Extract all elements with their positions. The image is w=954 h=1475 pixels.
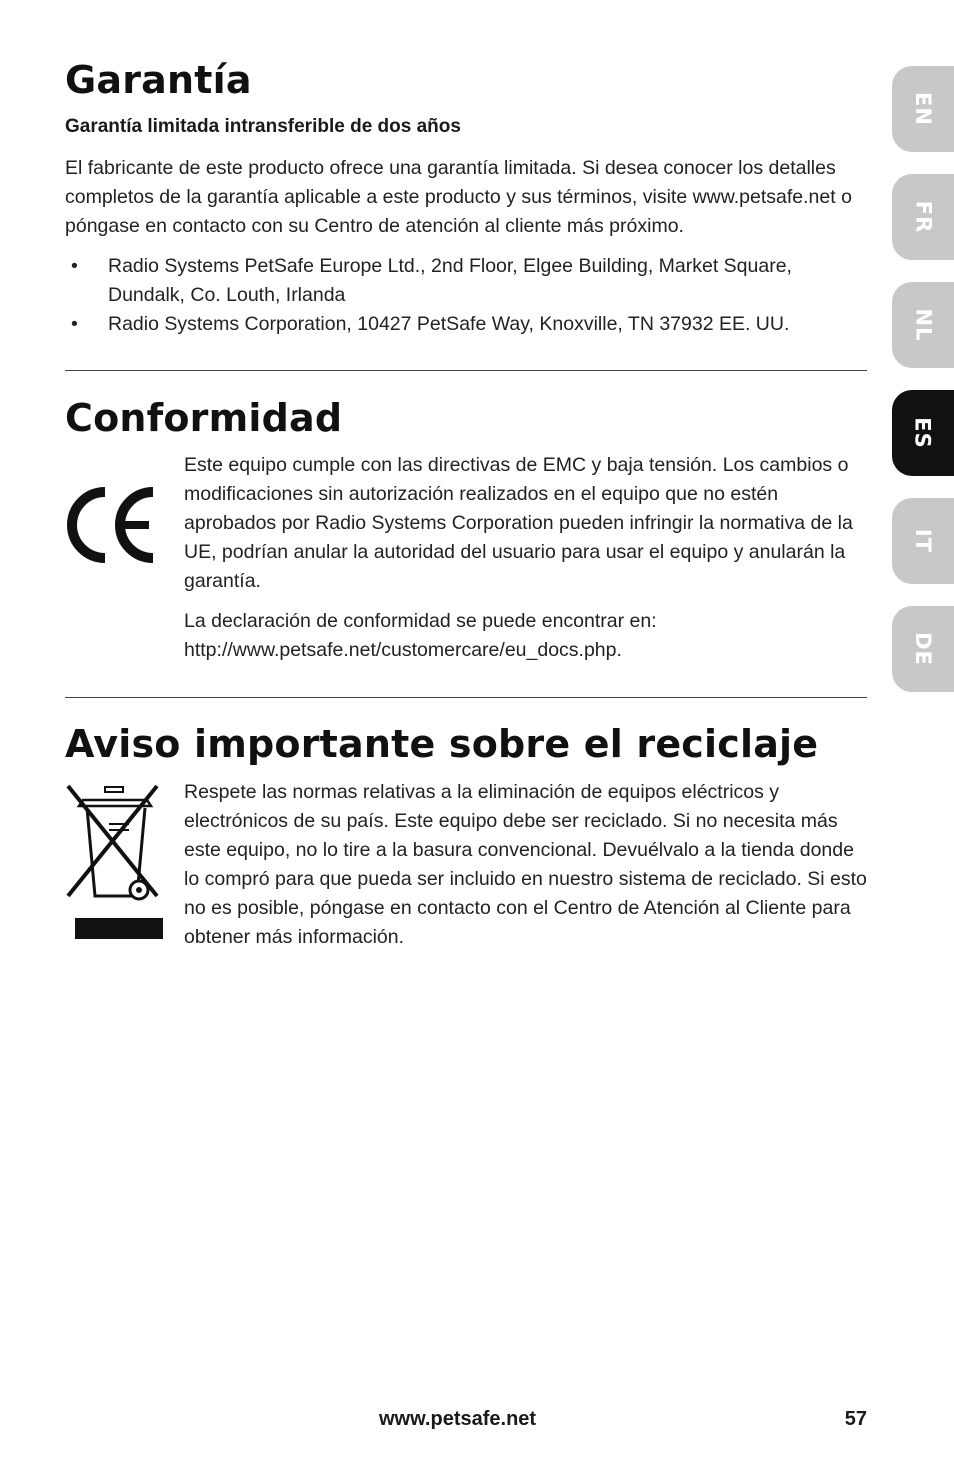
- conformity-heading: Conformidad: [65, 396, 343, 440]
- tab-label: ES: [910, 417, 935, 449]
- recycling-paragraph: Respete las normas relativas a la eliminación de equipos eléctricos y electrónicos de su país. Este equipo debe ser reciclado. Si no necesita más este equipo, no lo tire a la basura convencional. Devuélvalo a la tienda donde lo compró para que pueda ser incluido en nuestro sistema de reciclado. Si esto no es posible, póngase en contacto con el Centro de Atención al Cliente para obtener más información.: [184, 781, 867, 948]
- declaration-text: La declaración de conformidad se puede encontrar en:: [184, 610, 657, 632]
- warranty-paragraph: El fabricante de este producto ofrece una garantía limitada. Si desea conocer los detalles completos de la garantía aplicable a este producto y sus términos, visite www.petsafe.net o póngase en contacto con su Centro de atención al cliente más próximo.: [65, 157, 852, 237]
- tab-it[interactable]: [892, 498, 954, 584]
- tab-label: DE: [911, 632, 935, 666]
- page-number: 57: [844, 1408, 867, 1430]
- declaration-paragraph: [184, 607, 867, 665]
- tab-nl[interactable]: [892, 282, 954, 368]
- tab-es[interactable]: [892, 390, 954, 476]
- tab-fr[interactable]: [892, 174, 954, 260]
- tab-label: IT: [910, 528, 935, 554]
- crossed-bin-icon: [65, 778, 165, 942]
- tab-label: EN: [910, 92, 935, 126]
- declaration-link[interactable]: http://www.petsafe.net/customercare/eu_docs.php.: [184, 639, 622, 661]
- warranty-heading: Garantía: [65, 58, 252, 102]
- ce-mark-icon: [65, 486, 157, 564]
- tab-de[interactable]: [892, 606, 954, 692]
- address-list: [65, 252, 867, 339]
- warranty-subheading: Garantía limitada intransferible de dos años: [65, 116, 461, 137]
- tab-label: FR: [910, 200, 935, 234]
- list-item: • Radio Systems PetSafe Europe Ltd., 2nd Floor, Elgee Building, Market Square, Dundalk, Co. Louth, Irlanda: [65, 252, 867, 310]
- conformity-paragraph: Este equipo cumple con las directivas de EMC y baja tensión. Los cambios o modificaciones sin autorización realizados en el equipo que no estén aprobados por Radio Systems Corporation pueden infringir la normativa de la UE, podrían anular la autoridad del usuario para usar el equipo y anularán la garantía.: [184, 454, 853, 592]
- recycling-heading: Aviso importante sobre el reciclaje: [65, 722, 819, 766]
- tab-en[interactable]: [892, 66, 954, 152]
- tab-label: NL: [911, 308, 935, 342]
- section-divider: [65, 697, 867, 698]
- page-footer: [65, 1408, 867, 1438]
- list-item: • Radio Systems Corporation, 10427 PetSafe Way, Knoxville, TN 37932 EE. UU.: [65, 310, 867, 339]
- section-divider: [65, 370, 867, 371]
- footer-url[interactable]: www.petsafe.net: [379, 1408, 537, 1430]
